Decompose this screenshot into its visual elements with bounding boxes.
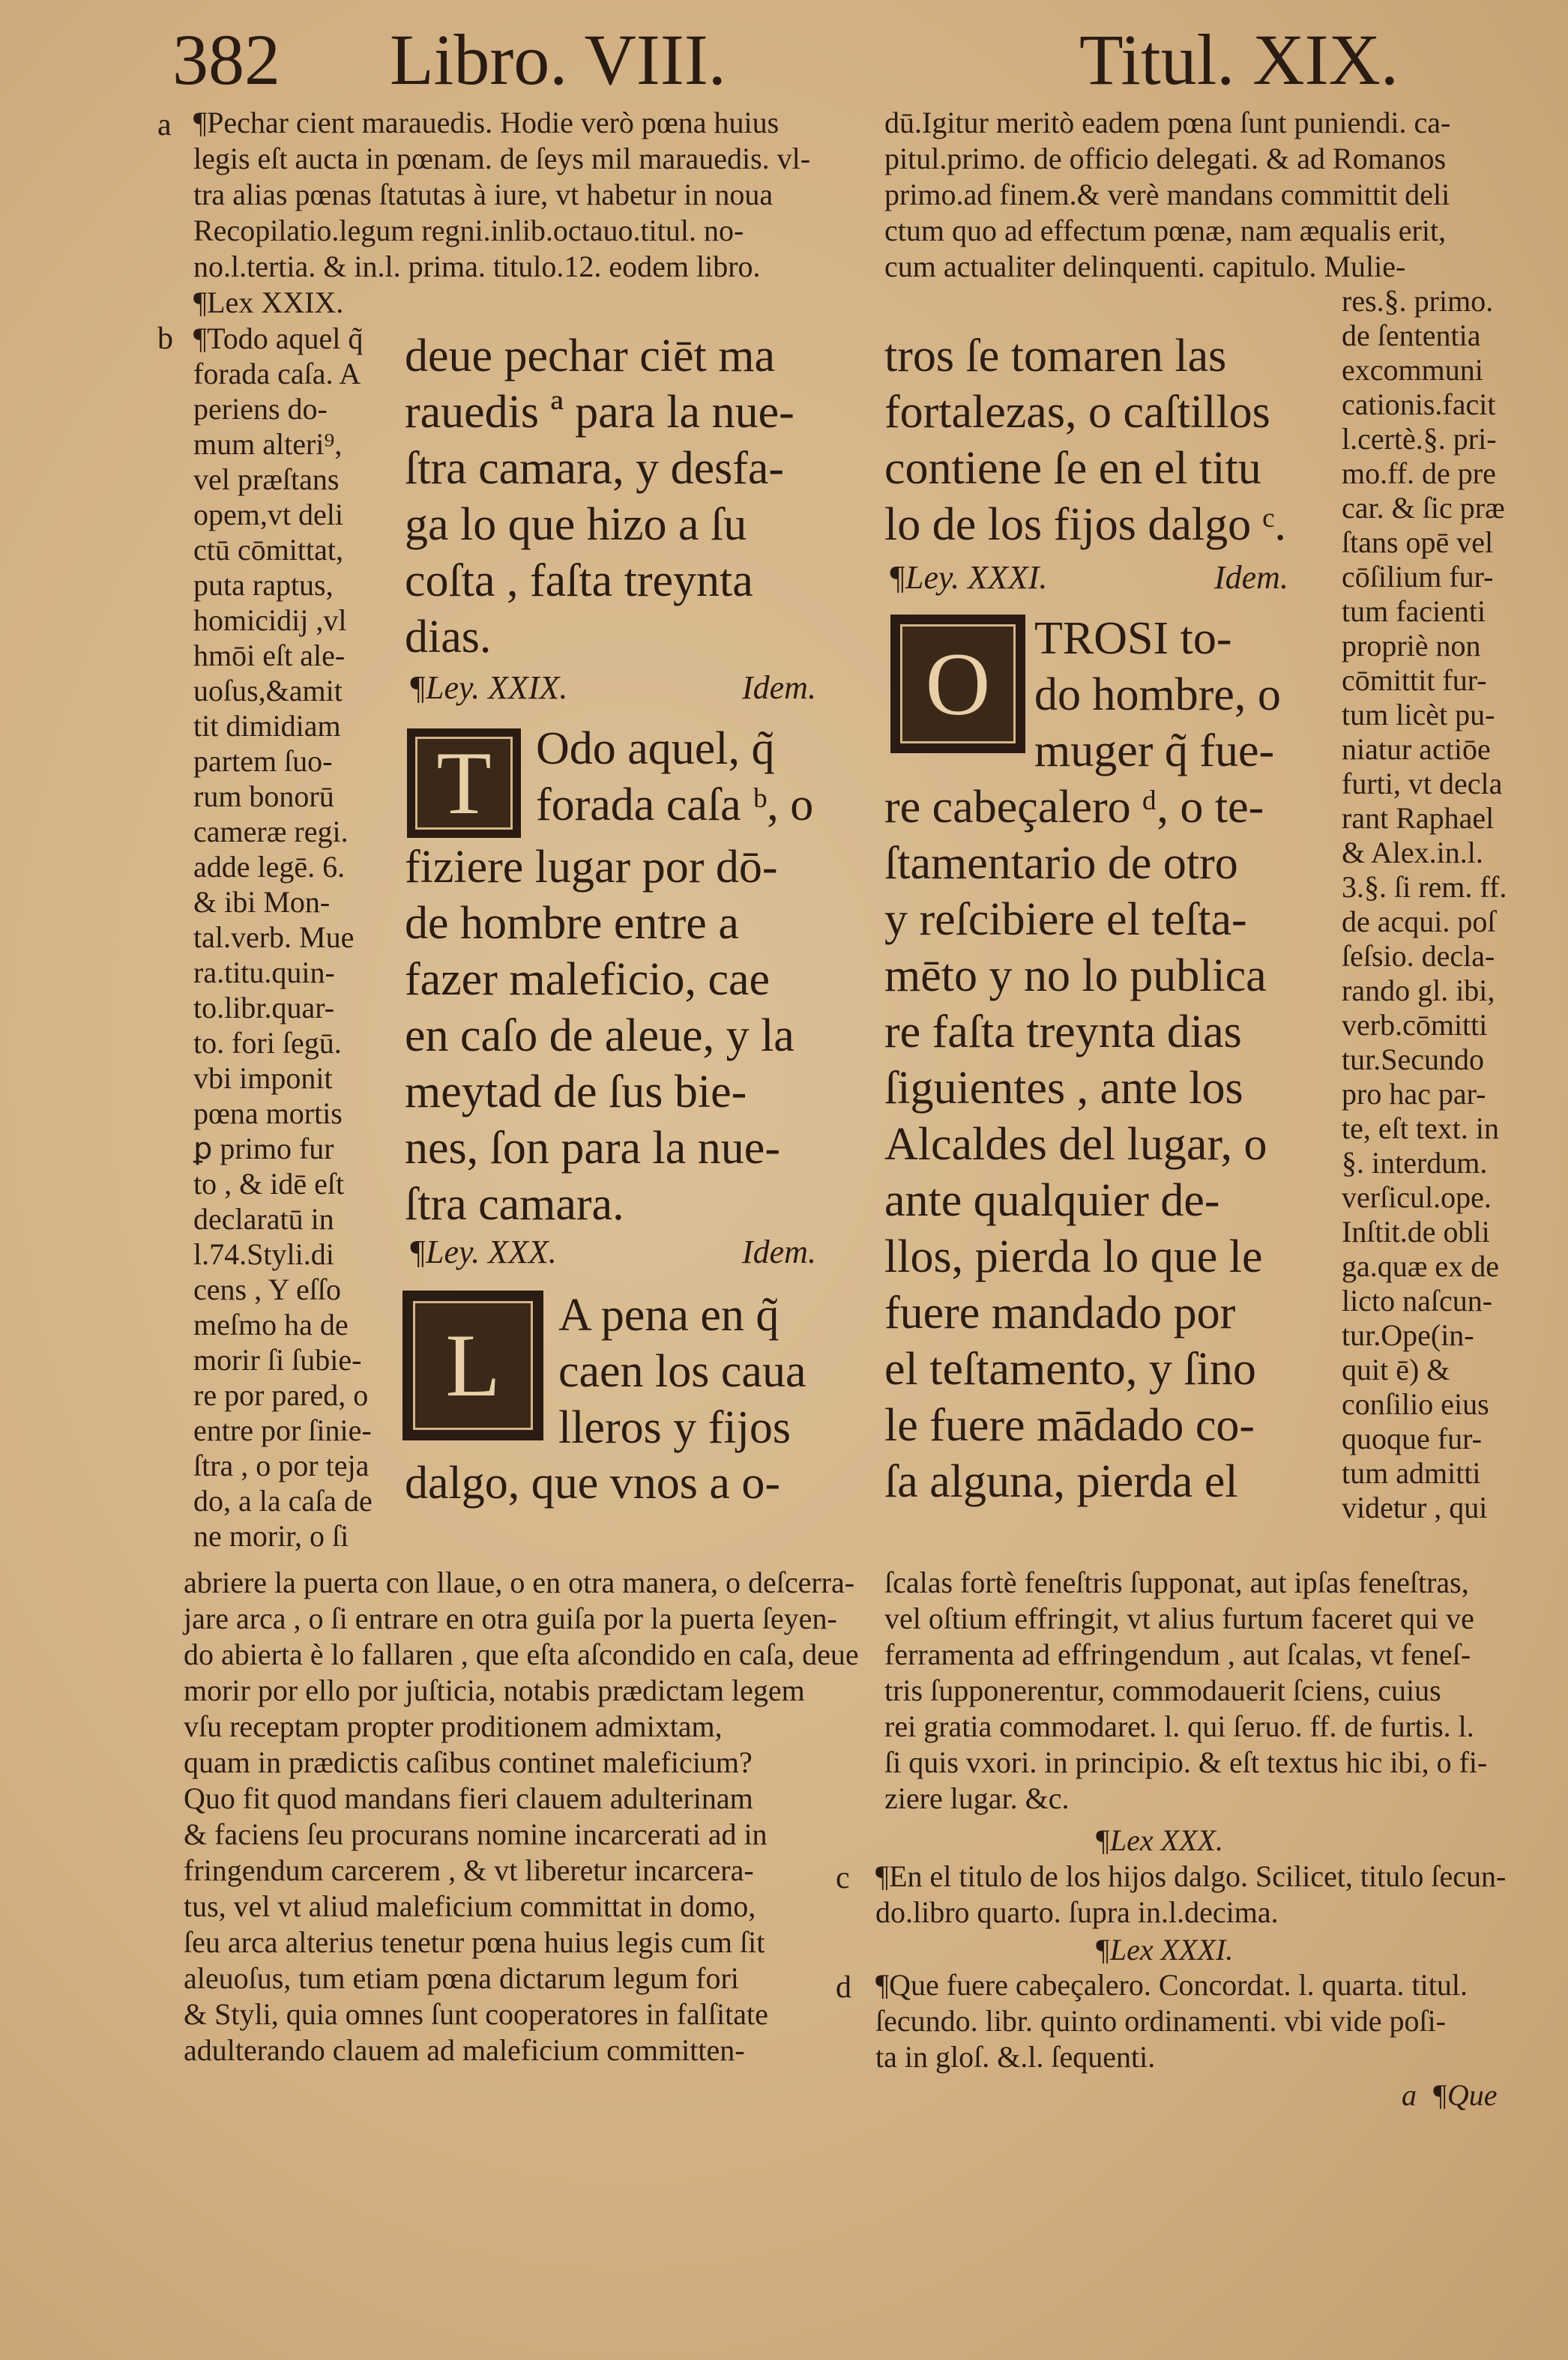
left-margin-line: ꝑ primo fur — [193, 1132, 334, 1165]
left-margin-line: partem ſuo- — [193, 744, 333, 778]
top-right-line: dū.Igitur meritò eadem pœna ſunt puniendi. ca- — [884, 106, 1451, 139]
left-margin-line: uoſus,&amit — [193, 674, 343, 707]
right-margin-line: §. interdum. — [1342, 1146, 1488, 1180]
col2-lines-line: fuere mandado por — [884, 1288, 1236, 1339]
bottom-left-line: quam in prædictis caſibus continet maleficium? — [184, 1745, 753, 1779]
left-margin-line: morir ſi ſubie- — [193, 1343, 362, 1377]
top-left-line: no.l.tertia. & in.l. prima. titulo.12. eodem libro. — [193, 250, 761, 283]
col1-mid-beside-line: Odo aquel, q̃ — [536, 723, 775, 774]
left-margin-line: homicidij ,vl — [193, 603, 347, 637]
col1-top-line: ga lo que hizo a ſu — [405, 499, 747, 550]
right-margin-line: te, eſt text. in — [1342, 1111, 1499, 1145]
bottom-right-line: vel oſtium effringit, vt alius furtum faceret qui ve — [884, 1602, 1474, 1635]
col1-mid-lines-line: meytad de ſus bie- — [405, 1066, 747, 1117]
bottom-left-line: vſu receptam propter proditionem admixtam, — [184, 1709, 723, 1743]
top-right-line: ctum quo ad effectum pœnæ, nam æqualis erit, — [884, 214, 1447, 247]
left-margin-line: meſmo ha de — [193, 1308, 349, 1342]
catchword-a: a — [1402, 2078, 1417, 2112]
right-margin-line: niatur actiōe — [1342, 732, 1491, 766]
marker-d: d — [836, 1970, 851, 2005]
top-left-line: ¶Lex XXIX. — [193, 286, 344, 319]
dropcap-o: O — [890, 615, 1025, 753]
bottom-right-line: ziere lugar. &c. — [884, 1781, 1070, 1815]
left-margin-line: pœna mortis — [193, 1096, 343, 1130]
col1-top-line: ſtra camara, y desfa- — [405, 443, 785, 494]
right-margin-line: tum admitti — [1342, 1456, 1481, 1490]
right-margin-line: de ſententia — [1342, 319, 1481, 352]
top-right-line: cum actualiter delinquenti. capitulo. Mulie- — [884, 250, 1406, 283]
bottom-left-line: & Styli, quia omnes ſunt cooperatores in falſitate — [184, 1997, 768, 2031]
dropcap-l: L — [402, 1291, 543, 1440]
bottom-left-line: ſeu arca alterius tenetur pœna huius legis cum ſit — [184, 1925, 765, 1959]
top-right-line: primo.ad finem.& verè mandans committit deli — [884, 178, 1450, 211]
right-margin-line: cationis.facit — [1342, 387, 1496, 421]
right-margin-line: excommuni — [1342, 353, 1483, 387]
left-margin-line: mum alteri⁹, — [193, 427, 343, 461]
left-margin-line: do, a la caſa de — [193, 1484, 373, 1518]
col1-mid-beside-line: forada caſa ᵇ, o — [536, 779, 814, 830]
left-margin-line: to.libr.quar- — [193, 991, 335, 1024]
left-margin-line: cens , Y eſſo — [193, 1273, 341, 1306]
right-margin-line: cōſilium fur- — [1342, 560, 1494, 594]
col1-mid-lines-line: fiziere lugar por dō- — [405, 842, 778, 893]
right-margin-line: furti, vt decla — [1342, 767, 1503, 800]
col2-lines-line: re faſta treynta dias — [884, 1007, 1242, 1057]
col2-lines-line: re cabeçalero ᵈ, o te- — [884, 782, 1264, 833]
left-margin-line: to , & idē eſt — [193, 1167, 345, 1201]
right-margin-line: ſtans opē vel — [1342, 525, 1494, 559]
bottom-right-line: ferramenta ad effringendum , aut ſcalas, vt feneſ- — [884, 1638, 1471, 1671]
ley-30-heading: ¶Ley. XXX. — [408, 1234, 557, 1270]
left-margin-line: ra.titu.quin- — [193, 956, 335, 989]
running-head-libro: Libro. VIII. — [390, 19, 726, 100]
left-margin-line: hmōi eſt ale- — [193, 639, 346, 672]
left-margin-line: ctū cōmittat, — [193, 533, 343, 567]
right-margin-line: tum licèt pu- — [1342, 698, 1495, 731]
right-margin-line: res.§. primo. — [1342, 284, 1494, 318]
col1-top-line: rauedis ª para la nue- — [405, 387, 794, 438]
bottom-left-line: jare arca , o ſi entrare en otra guiſa por la puerta ſeyen- — [184, 1602, 837, 1635]
right-margin-line: tum facienti — [1342, 594, 1486, 628]
col1-top-line: dias. — [405, 612, 492, 663]
running-head-titulo: Titul. XIX. — [1079, 19, 1399, 100]
bottom-left-line: & faciens ſeu procurans nomine incarcerati ad in — [184, 1817, 768, 1851]
right-margin-line: propriè non — [1342, 629, 1481, 663]
right-margin-line: & Alex.in.l. — [1342, 836, 1483, 869]
col2-lines-line: mēto y no lo publica — [884, 950, 1267, 1001]
left-margin-line: vbi imponit — [193, 1061, 333, 1095]
col1-mid-lines-line: en caſo de aleue, y la — [405, 1010, 794, 1061]
right-margin-line: car. & ſic præ — [1342, 491, 1505, 525]
ley-31-idem: Idem. — [1214, 559, 1288, 596]
col1-mid-lines-line: de hombre entre a — [405, 898, 739, 949]
col2-lines-line: ante qualquier de- — [884, 1175, 1220, 1226]
marker-a: a — [157, 108, 172, 142]
right-margin-line: ga.quæ ex de — [1342, 1249, 1499, 1283]
right-margin-line: mo.ff. de pre — [1342, 456, 1496, 490]
bottom-left-line: aleuoſus, tum etiam pœna dictarum legum fori — [184, 1961, 739, 1995]
right-margin-line: licto naſcun- — [1342, 1284, 1493, 1318]
col2-lines-line: ſa alguna, pierda el — [884, 1456, 1238, 1507]
left-margin-line: rum bonorū — [193, 779, 334, 813]
left-margin-line: cameræ regi. — [193, 815, 349, 848]
bottom-left-line: do abierta è lo fallaren , que eſta aſcondido en caſa, deue — [184, 1638, 859, 1671]
right-margin-line: de acqui. poſ — [1342, 905, 1496, 938]
left-margin-line: ſtra , o por teja — [193, 1449, 370, 1482]
top-right-line: pitul.primo. de officio delegati. & ad Romanos — [884, 142, 1447, 175]
left-margin-line: entre por ſinie- — [193, 1413, 372, 1447]
note-c-line: ¶En el titulo de los hijos dalgo. Scilicet, titulo ſecun- — [875, 1859, 1507, 1893]
right-margin-line: verb.cōmitti — [1342, 1008, 1488, 1042]
col2-lines-line: y reſcibiere el teſta- — [884, 894, 1247, 945]
page-number: 382 — [172, 19, 280, 100]
col2-lines-line: le fuere mādado co- — [884, 1400, 1255, 1451]
marker-c: c — [836, 1861, 850, 1895]
note-d-line: ¶Que fuere cabeçalero. Concordat. l. quarta. titul. — [875, 1968, 1468, 2002]
dropcap-t: T — [407, 728, 521, 838]
bottom-left-line: morir por ello por juſticia, notabis prædictam legem — [184, 1674, 805, 1707]
ley-30-idem: Idem. — [742, 1234, 816, 1270]
right-margin-line: Inſtit.de obli — [1342, 1215, 1490, 1249]
left-margin-line: to. fori ſegū. — [193, 1026, 342, 1060]
left-margin-line: puta raptus, — [193, 568, 334, 602]
right-margin-line: rant Raphael — [1342, 801, 1495, 835]
right-margin-line: quit ē) & — [1342, 1353, 1450, 1386]
right-margin-line: pro hac par- — [1342, 1077, 1486, 1111]
bottom-left-line: fringendum carcerem , & vt liberetur incarcera- — [184, 1853, 754, 1887]
col1-bottom-lines-line: dalgo, que vnos a o- — [405, 1458, 781, 1509]
ley-29-heading: ¶Ley. XXIX. — [408, 669, 568, 706]
right-margin-line: verſicul.ope. — [1342, 1180, 1492, 1214]
right-margin-line: cōmittit fur- — [1342, 663, 1487, 697]
col1-bottom-beside-line: A pena en q̃ — [558, 1290, 780, 1341]
right-margin-line: conſilio eius — [1342, 1387, 1489, 1421]
note-d-line: ta in gloſ. &.l. ſequenti. — [875, 2040, 1156, 2074]
bottom-right-line: tris ſupponerentur, commodauerit ſciens, cuius — [884, 1674, 1441, 1707]
right-margin-line: l.certè.§. pri- — [1342, 422, 1497, 456]
col2-lines-line: llos, pierda lo que le — [884, 1231, 1263, 1282]
col2-beside-line: TROSI to- — [1034, 613, 1232, 664]
col1-top-line: deue pechar ciēt ma — [405, 331, 775, 381]
left-margin-line: opem,vt deli — [193, 498, 343, 531]
bottom-left-line: abriere la puerta con llaue, o en otra manera, o deſcerra- — [184, 1566, 855, 1599]
col2-beside-line: do hombre, o — [1034, 669, 1281, 720]
lex-31-label: ¶Lex XXXI. — [1094, 1933, 1234, 1967]
col1-bottom-beside-line: caen los caua — [558, 1346, 806, 1397]
col2-top-line: contiene ſe en el titu — [884, 443, 1261, 494]
left-margin-line: ne morir, o ſi — [193, 1519, 349, 1553]
left-margin-line: declaratū in — [193, 1202, 334, 1236]
col2-lines-line: Alcaldes del lugar, o — [884, 1119, 1267, 1170]
col2-beside-line: muger q̃ fue- — [1034, 725, 1275, 776]
col1-top-line: coſta , faſta treynta — [405, 555, 753, 606]
top-left-line: ¶Pechar cient marauedis. Hodie verò pœna huius — [193, 106, 780, 139]
left-margin-line: tit dimidiam — [193, 709, 341, 743]
ley-29-idem: Idem. — [742, 669, 816, 706]
right-margin-line: quoque fur- — [1342, 1422, 1482, 1455]
left-margin-line: periens do- — [193, 392, 328, 426]
col2-top-line: tros ſe tomaren las — [884, 331, 1227, 381]
note-c-line: do.libro quarto. ſupra in.l.decima. — [875, 1895, 1279, 1929]
lex-30-label: ¶Lex XXX. — [1094, 1823, 1223, 1857]
right-margin-line: 3.§. ſi rem. ff. — [1342, 870, 1507, 904]
col2-lines-line: ſiguientes , ante los — [884, 1063, 1243, 1114]
left-margin-line: & ibi Mon- — [193, 885, 331, 919]
right-margin-line: videtur , qui — [1342, 1491, 1488, 1524]
right-margin-line: tur.Secundo — [1342, 1042, 1484, 1076]
right-margin-line: tur.Ope(in- — [1342, 1318, 1474, 1352]
right-margin-line: rando gl. ibi, — [1342, 974, 1495, 1007]
bottom-left-line: tus, vel vt aliud maleficium committat in domo, — [184, 1889, 756, 1923]
left-margin-line: adde legē. 6. — [193, 850, 346, 884]
bottom-right-line: ſi quis vxori. in principio. & eſt textus hic ibi, o fi- — [884, 1745, 1488, 1779]
top-left-line: Recopilatio.legum regni.inlib.octauo.titul. no- — [193, 214, 744, 247]
bottom-left-line: adulterando clauem ad maleficium committen- — [184, 2033, 745, 2067]
col2-lines-line: el teſtamento, y ſino — [884, 1344, 1256, 1395]
col1-mid-lines-line: nes, ſon para la nue- — [405, 1123, 780, 1174]
col2-top-line: fortalezas, o caſtillos — [884, 387, 1270, 438]
bottom-right-line: rei gratia commodaret. l. qui ſeruo. ff. de furtis. l. — [884, 1709, 1474, 1743]
left-margin-line: vel præſtans — [193, 462, 340, 496]
col1-mid-lines-line: fazer maleficio, cae — [405, 954, 771, 1005]
left-margin-line: forada caſa. A — [193, 357, 361, 390]
left-margin-line: ¶Todo aquel q̃ — [193, 322, 364, 355]
top-left-line: tra alias pœnas ſtatutas à iure, vt habetur in noua — [193, 178, 774, 211]
left-margin-line: re por pared, o — [193, 1378, 369, 1412]
col1-mid-lines-line: ſtra camara. — [405, 1179, 624, 1230]
col2-top-line: lo de los fijos dalgo ᶜ. — [884, 499, 1286, 550]
left-margin-line: tal.verb. Mue — [193, 920, 355, 954]
catchword: ¶Que — [1432, 2078, 1498, 2112]
marker-b: b — [157, 322, 173, 356]
note-d-line: ſecundo. libr. quinto ordinamenti. vbi vide poſi- — [875, 2004, 1446, 2038]
ley-31-heading: ¶Ley. XXXI. — [888, 559, 1048, 596]
bottom-left-line: Quo fit quod mandans fieri clauem adulterinam — [184, 1781, 753, 1815]
col1-bottom-beside-line: lleros y fijos — [558, 1402, 791, 1453]
bottom-right-line: ſcalas fortè feneſtris ſupponat, aut ipſas feneſtras, — [884, 1566, 1469, 1599]
col2-lines-line: ſtamentario de otro — [884, 838, 1238, 889]
right-margin-line: ſeſsio. decla- — [1342, 939, 1495, 973]
top-left-line: legis eſt aucta in pœnam. de ſeys mil marauedis. vl- — [193, 142, 811, 175]
left-margin-line: l.74.Styli.di — [193, 1237, 334, 1271]
